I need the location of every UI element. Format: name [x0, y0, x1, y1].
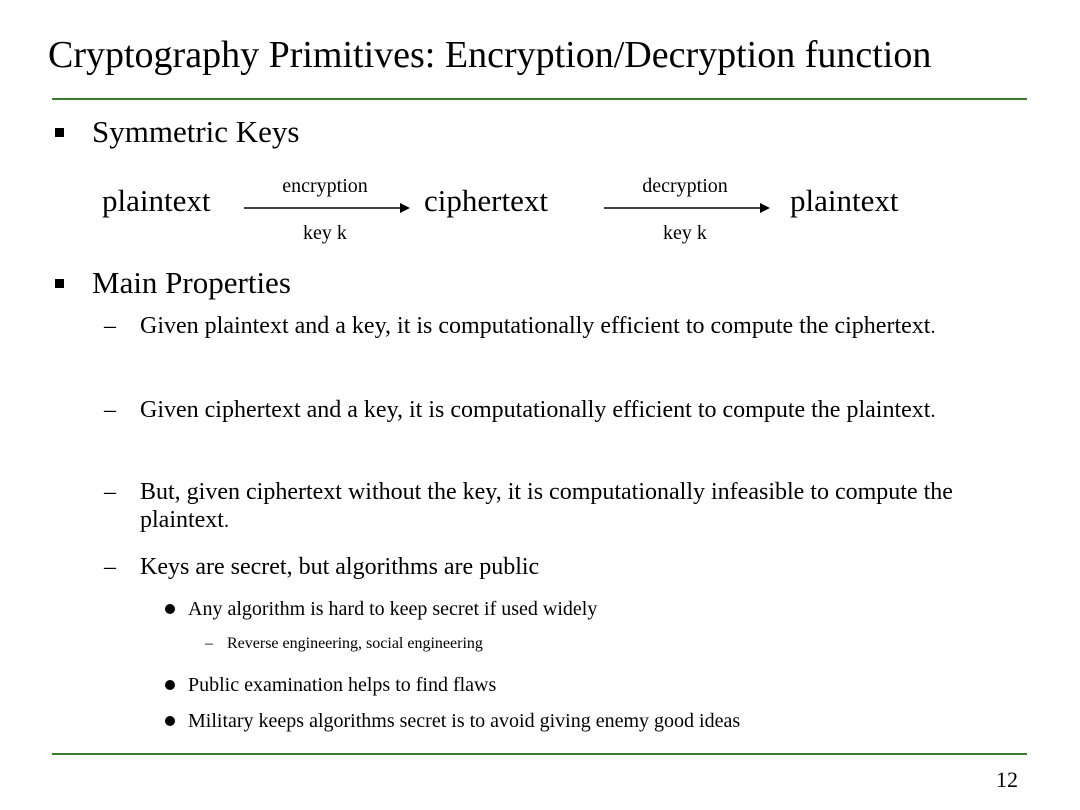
- dot-bullet: [165, 604, 175, 614]
- encryption-key-label: key k: [303, 222, 347, 244]
- flow-plaintext-output: plaintext: [790, 183, 899, 218]
- square-bullet: [55, 128, 64, 137]
- decryption-key-label: key k: [663, 222, 707, 244]
- sub-sub-item: Reverse engineering, social engineering: [227, 635, 483, 652]
- sub-item: Any algorithm is hard to keep secret if used widely: [188, 598, 598, 620]
- dash-bullet: –: [104, 313, 116, 339]
- symmetric-keys-heading: Symmetric Keys: [92, 114, 300, 149]
- property-item: Given plaintext and a key, it is computationally efficient to compute the ciphertext.: [140, 313, 936, 339]
- dot-bullet: [165, 680, 175, 690]
- sub-item: Military keeps algorithms secret is to avoid giving enemy good ideas: [188, 710, 741, 732]
- encryption-arrow-icon: [244, 196, 410, 220]
- dash-bullet: –: [205, 635, 213, 652]
- flow-plaintext-input: plaintext: [102, 183, 211, 218]
- property-item: Keys are secret, but algorithms are public: [140, 554, 540, 580]
- dash-bullet: –: [104, 397, 116, 423]
- sub-item: Public examination helps to find flaws: [188, 674, 497, 696]
- decryption-arrow-icon: [604, 196, 770, 220]
- title-divider: [52, 98, 1027, 100]
- dash-bullet: –: [104, 554, 116, 580]
- property-item: Given ciphertext and a key, it is computationally efficient to compute the plaintext.: [140, 397, 936, 423]
- encryption-label: encryption: [282, 175, 368, 197]
- property-item: But, given ciphertext without the key, it is computationally infeasible to compute the plaintext.: [140, 479, 953, 533]
- dot-bullet: [165, 716, 175, 726]
- page-number: 12: [996, 767, 1018, 792]
- dash-bullet: –: [104, 479, 116, 505]
- footer-divider: [52, 753, 1027, 755]
- flow-ciphertext: ciphertext: [424, 183, 548, 218]
- square-bullet: [55, 279, 64, 288]
- main-properties-heading: Main Properties: [92, 265, 291, 300]
- decryption-label: decryption: [642, 175, 728, 197]
- slide-title: Cryptography Primitives: Encryption/Decryption function: [48, 34, 932, 76]
